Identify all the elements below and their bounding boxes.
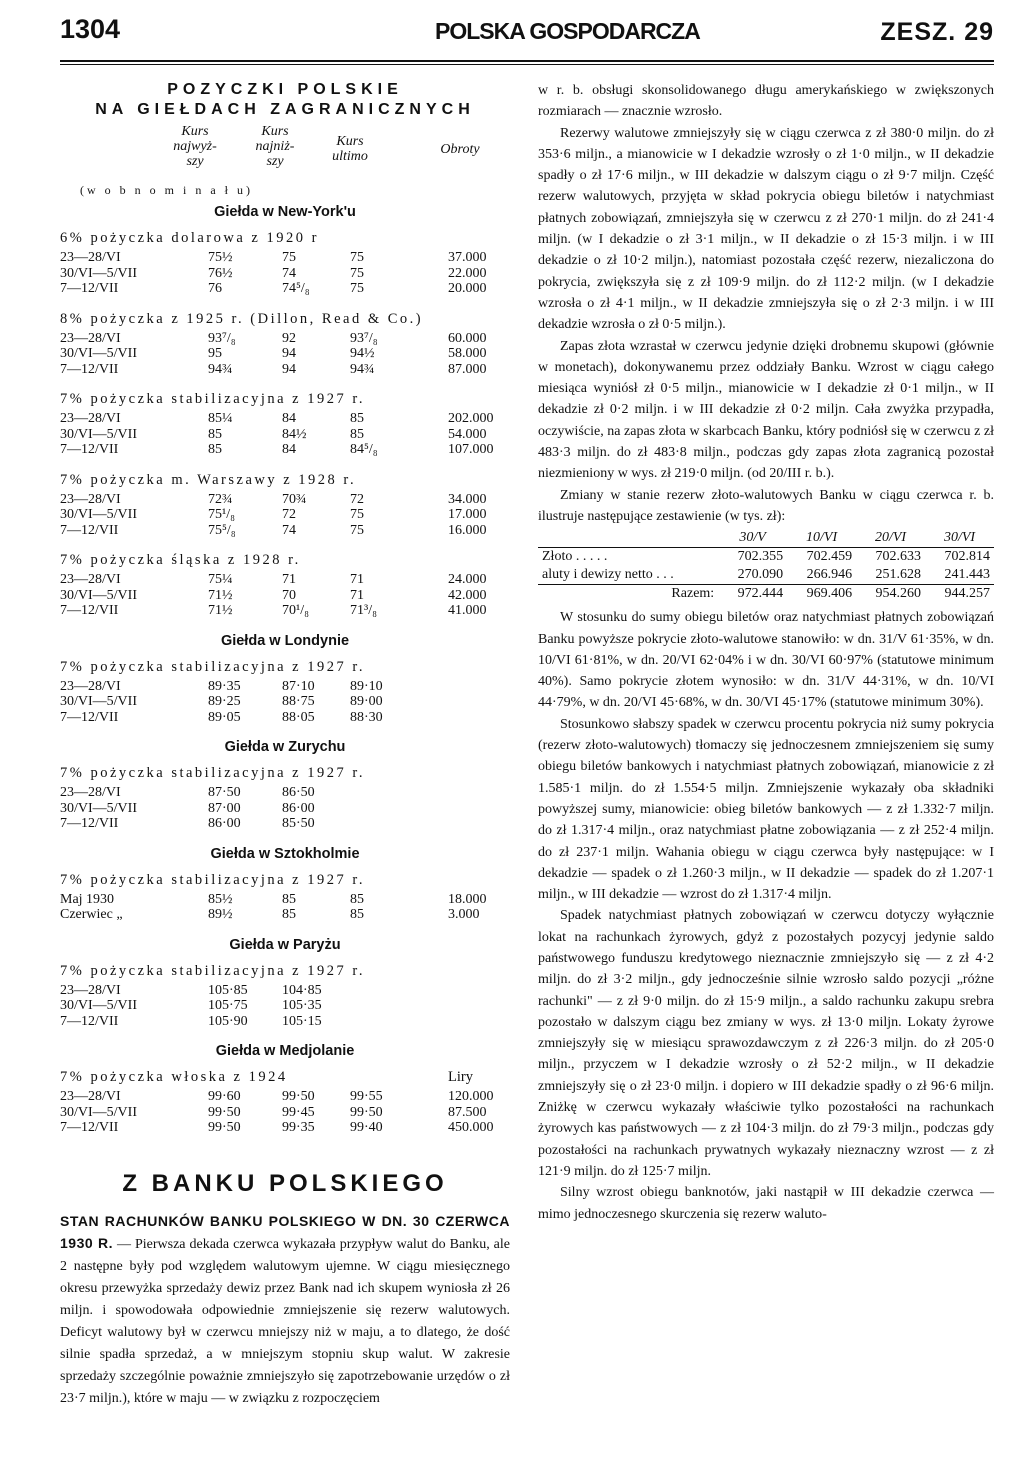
table-cell: 75 — [350, 265, 364, 281]
table-cell: 85 — [282, 891, 296, 907]
table-cell: 71³/₈ — [350, 603, 377, 618]
bank-paragraph — [60, 1212, 510, 1410]
table-cell: 7—12/VII — [60, 361, 119, 377]
col-header-min: Kurs najniż- szy — [255, 124, 295, 169]
table-cell: 89·25 — [208, 694, 241, 709]
table-cell: 84½ — [282, 426, 307, 442]
table-cell: 93⁷/₈ — [208, 330, 236, 346]
exchange-tables — [60, 204, 510, 1144]
table-row — [60, 492, 510, 508]
table-cell: 16.000 — [448, 522, 487, 538]
col-header-max: Kurs najwyż- szy — [173, 124, 217, 169]
table-cell: 99·50 — [350, 1104, 383, 1120]
table-cell: 84 — [282, 442, 296, 457]
table-cell: 58.000 — [448, 346, 487, 361]
exchange-heading: Giełda w Zurychu — [224, 739, 346, 755]
header-rule-thin — [60, 64, 994, 65]
table-total-row: Razem: 972.444 969.406 954.260 944.257 — [538, 585, 994, 604]
table-column-headers — [60, 120, 510, 198]
table-cell: Czerwiec „ — [60, 907, 123, 922]
paragraph: W stosunku do sumy obiegu biletów oraz natychmiast płatnych zobowiązań Banku powyższe pokrycie złoto-walutowe stanowiło: w dn. 31/V 61·35%, w dn. 10/VI 61·81%, w dn. 20/VI 62·04% i w dn. 30/VI 60·97% (statutowe minimum 40%). Samo pokrycie złotem wynosiło: w dn. 31/V 44·31%, w dn. 10/VI 44·79%, w dn. 20/VI 45·68%, w dn. 30/VI 45·17% (statutowe minimum 30%). — [538, 610, 994, 711]
table-row — [60, 588, 510, 604]
loan-title: 8% pożyczka z 1925 r. (Dillon, Read & Co.) — [60, 310, 424, 327]
table-cell: 89·10 — [350, 678, 383, 694]
table-cell: 94 — [282, 361, 296, 377]
table-cell: 30/VI—5/VII — [60, 998, 137, 1013]
right-column — [538, 80, 994, 1225]
table-cell: 93⁷/₈ — [350, 330, 378, 346]
table-cell: 60.000 — [448, 330, 487, 346]
table-cell: 87.500 — [448, 1104, 487, 1120]
table-cell: 7—12/VII — [60, 603, 119, 618]
table-cell: 70¾ — [282, 491, 307, 507]
loan-title: 7% pożyczka stabilizacyjna z 1927 r. — [60, 658, 366, 675]
table-cell: 85·50 — [282, 816, 315, 831]
table-cell: 88·75 — [282, 694, 315, 709]
table-cell: 23—28/VI — [60, 491, 121, 507]
table-cell: 85 — [350, 426, 364, 442]
table-cell: 23—28/VI — [60, 330, 121, 346]
table-cell: 7—12/VII — [60, 1013, 119, 1029]
table-cell: 23—28/VI — [60, 250, 121, 265]
table-cell: 7—12/VII — [60, 281, 119, 296]
bank-text: — Pierwsza dekada czerwca wykazała przypływ walut do Banku, ale 2 następne były pod względem walutowym ujemne. W ciągu miesięcznego okresu przewyżka sprzedaży dewiz przez Bank nad ich skupem wyniosła zł 26 miljn. i spowodowała odpowiednie zmniejszenie się rezerw walutowych. Deficyt walutowy był w czerwcu mniejszy niż w maju, a to dlatego, że dość silnie spadła sprzedaż, a w mniejszym stopniu skup walut. W zakresie sprzedaży szczególnie poważnie zmniejszyło się zapotrzebowanie urzędów o zł 23·7 miljn.), które w maju — w związku z rozpoczęciem — [60, 1236, 510, 1406]
table-cell: 94¾ — [350, 361, 375, 377]
table-cell: 71 — [350, 572, 364, 587]
table-cell: 85 — [282, 907, 296, 922]
table-cell: 17.000 — [448, 507, 487, 522]
table-cell: 74 — [282, 522, 296, 538]
table-cell: 85 — [350, 907, 364, 922]
table-cell: 75 — [350, 522, 364, 538]
table-cell: 70 — [282, 587, 296, 603]
paragraph: Stosunkowo słabszy spadek w czerwcu procentu pokrycia niż sumy pokrycia (rezerw złoto-walutowych) tłomaczy się jednoczesnem zmniejszeniem się sumy obiegu biletów bankowych i natychmiast płatnych zobowiązań, mianowicie z zł 1.585·1 miljn. do zł 1.554·5 miljn. Zmniejszenie wykazały oba składniki powyższej sumy, mianowicie: obieg biletów bankowych — z zł 1.332·7 miljn. do zł 1.317·4 miljn., oraz natychmiast płatne zobowiązania — z zł 252·4 miljn. do zł 237·1 miljn. Wahania obiegu w ciągu czerwca były następujące: w I dekadzie — spadek o zł 1.260·3 miljn., w II dekadzie — spadek do zł 1.207·1 miljn., w III dekadzie — wzrost do zł 1.317·4 miljn. — [538, 716, 994, 903]
table-cell: 7—12/VII — [60, 442, 119, 457]
table-cell: 99·50 — [208, 1120, 241, 1135]
table-cell: 24.000 — [448, 572, 487, 587]
table-cell: 94 — [282, 346, 296, 361]
table-cell: 89½ — [208, 907, 233, 922]
section-subtitle: NA GIEŁDACH ZAGRANICZNYCH — [95, 101, 475, 118]
exchange-heading: Giełda w Londynie — [220, 632, 350, 649]
table-row — [60, 785, 510, 801]
loan-title: 6% pożyczka dolarowa z 1920 r — [60, 230, 319, 246]
table-cell: 72 — [350, 491, 364, 507]
table-cell: 120.000 — [448, 1089, 494, 1104]
table-row — [60, 679, 510, 695]
table-cell: 34.000 — [448, 491, 487, 507]
table-row — [60, 523, 510, 539]
table-cell: 99·60 — [208, 1089, 241, 1104]
table-cell: 85 — [350, 411, 364, 426]
table-cell: 85 — [350, 891, 364, 907]
table-cell: 70¹/₈ — [282, 603, 309, 618]
table-cell: 104·85 — [282, 982, 322, 998]
table-cell: 99·35 — [282, 1120, 315, 1135]
table-cell: 76½ — [208, 265, 233, 281]
table-header-row: 30/V 10/VI 20/VI 30/VI — [538, 529, 994, 548]
loan-title: 7% pożyczka włoska z 1924 Liry — [60, 1069, 473, 1085]
issue-number: ZESZ. 29 — [880, 18, 994, 46]
bank-lead: STAN RACHUNKÓW BANKU POLSKIEGO W DN. 30 CZERWCA 1930 R. — [60, 1212, 510, 1251]
table-cell: 89·05 — [208, 709, 241, 725]
table-cell: 20.000 — [448, 281, 487, 296]
paragraph: Silny wzrost obiegu banknotów, jaki nastąpił w III dekadzie czerwca — mimo jednoczesnego skurczenia się rezerw waluto- — [538, 1185, 994, 1222]
table-cell: 18.000 — [448, 891, 487, 907]
table-cell: 72 — [282, 507, 296, 522]
table-cell: 22.000 — [448, 265, 487, 281]
loan-title: 7% pożyczka stabilizacyjna z 1927 r. — [60, 871, 366, 888]
table-row — [60, 1120, 510, 1136]
exchange-heading: Giełda w Medjolanie — [215, 1043, 355, 1059]
table-cell: 86·00 — [208, 816, 241, 831]
table-cell: 75 — [350, 250, 364, 265]
table-cell: 85½ — [208, 891, 233, 907]
table-cell: 7—12/VII — [60, 709, 119, 725]
table-cell: 75 — [282, 250, 296, 265]
exchange-heading: Giełda w New-York'u — [214, 204, 356, 220]
table-row — [60, 427, 510, 443]
table-cell: 94½ — [350, 346, 375, 361]
table-row — [60, 801, 510, 817]
table-cell: 92 — [282, 330, 296, 346]
loan-title: 7% pożyczka stabilizacyjna z 1927 r. — [60, 962, 366, 979]
table-cell: 71 — [350, 587, 364, 603]
table-cell: 74 — [282, 265, 296, 281]
loan-title: 7% pożyczka stabilizacyjna z 1927 r. — [60, 391, 366, 407]
table-row — [60, 983, 510, 999]
table-cell: 99·40 — [350, 1120, 383, 1135]
exchange-heading: Giełda w Sztokholmie — [210, 845, 360, 862]
journal-title: POLSKA GOSPODARCZA — [435, 18, 700, 44]
table-cell: 30/VI—5/VII — [60, 265, 137, 281]
table-cell: 84⁵/₈ — [350, 442, 378, 457]
table-cell: 89·35 — [208, 678, 241, 694]
table-cell: 75 — [350, 507, 364, 522]
table-cell: 87.000 — [448, 361, 487, 377]
table-row — [60, 710, 510, 726]
table-cell: 88·30 — [350, 709, 383, 725]
table-cell: 30/VI—5/VII — [60, 426, 137, 442]
table-cell: 7—12/VII — [60, 522, 119, 538]
table-cell: 85 — [208, 426, 222, 442]
table-cell: 75¼ — [208, 572, 233, 587]
table-cell: 30/VI—5/VII — [60, 694, 137, 709]
table-cell: 86·00 — [282, 800, 315, 816]
table-cell: 42.000 — [448, 587, 487, 603]
table-row — [60, 250, 510, 266]
table-row — [60, 362, 510, 378]
table-cell: 75 — [350, 281, 364, 296]
table-row — [60, 281, 510, 297]
table-cell: 107.000 — [448, 442, 494, 457]
currency-label: Liry — [448, 1069, 473, 1085]
bank-section-title: Z BANKU POLSKIEGO — [122, 1169, 448, 1197]
table-cell: 85¼ — [208, 411, 233, 426]
table-cell: 105·75 — [208, 998, 248, 1013]
paragraph: Spadek natychmiast płatnych zobowiązań w czerwcu dotyczy wyłącznie lokat na rachunkach żyrowych, gdyż z pozostałych pozycyj jedynie saldo państwowego funduszu kredytowego nieznacznie zmniejszyło się — z zł 4·2 miljn. do zł 3·2 miljn., gdy jednocześnie silnie wzrosło saldo pozycji „różne rachunki" — z zł 9·0 miljn. do zł 15·9 miljn., a saldo rachunku zakupu srebra pozostało w dalszym ciągu bez zmiany w wys. zł 13·0 miljn. Lokaty żyrowe zmniejszyły się w miesiącu sprawozdawczym z zł 226·3 miljn. do zł 205·0 miljn., przyczem w I dekadzie wzrosły o zł 52·2 miljn., w II dekadzie zmniejszyły się o zł 23·0 miljn. i dopiero w III dekadzie spadły o zł 96·6 miljn. Zniżkę w czerwcu wykazały właściwie tylko pozostałości na rachunkach żyrowych kas państwowych — z zł 104·3 miljn. do zł 79·3 miljn., podczas gdy pozostałości na rachunkach prywatnych wykazały nieznaczny wzrost — z zł 121·9 miljn. do zł 125·7 miljn. — [538, 908, 994, 1179]
table-cell: 99·45 — [282, 1104, 315, 1120]
table-cell: 23—28/VI — [60, 572, 121, 587]
exchange-heading: Giełda w Paryżu — [229, 936, 341, 953]
table-cell: 54.000 — [448, 426, 487, 442]
table-row — [60, 346, 510, 362]
table-cell: 202.000 — [448, 411, 494, 426]
table-cell: 87·50 — [208, 785, 241, 800]
paragraph: w r. b. obsługi skonsolidowanego długu amerykańskiego w zwiększonych rozmiarach — znacznie wzrosło. — [538, 83, 994, 120]
loan-title: 7% pożyczka stabilizacyjna z 1927 r. — [60, 765, 366, 781]
reserves-table — [538, 529, 994, 603]
table-cell: 72¾ — [208, 491, 233, 507]
table-row — [60, 507, 510, 523]
loan-title: 7% pożyczka m. Warszawy z 1928 r. — [60, 471, 357, 488]
table-row — [60, 816, 510, 832]
table-cell: 7—12/VII — [60, 816, 119, 831]
table-cell: 23—28/VI — [60, 1089, 121, 1104]
paragraph: Rezerwy walutowe zmniejszyły się w ciągu czerwca z zł 380·0 miljn. do zł 353·6 miljn., a mianowicie w I dekadzie wzrosły o zł 1·0 miljn., w II dekadzie spadły o zł 17·6 miljn., w III dekadzie w dalszym ciągu o zł 9·7 miljn. Część rezerw walutowych, przyjęta w skład pokrycia obiegu biletów i natychmiast płatnych zobowiązań, zmniejszyła się w czerwcu z zł 270·1 miljn. do zł 241·4 miljn. (w I dekadzie o zł 3·1 miljn., w II dekadzie o zł 15·3 miljn. i w III dekadzie o zł 10·2 miljn.), natomiast pozostała część rezerw, niezaliczona do pokrycia, zwiększyła się z zł 109·9 miljn. do zł 112·2 miljn. (w I dekadzie wzrosła o zł 4·1 miljn., w II dekadzie zmniejszyła się o zł 2·3 miljn. i w III dekadzie wzrosła o zł 0·5 miljn.). — [538, 125, 994, 333]
table-cell: 71½ — [208, 587, 233, 603]
loan-title: 7% pożyczka śląska z 1928 r. — [60, 552, 301, 568]
table-cell: 99·50 — [208, 1104, 241, 1120]
table-cell: 23—28/VI — [60, 411, 121, 426]
page-number: 1304 — [60, 14, 121, 44]
table-cell: 84 — [282, 411, 296, 426]
table-cell: 87·00 — [208, 800, 241, 816]
table-cell: 75⁵/₈ — [208, 522, 236, 538]
nominal-note: (w o b n o m i n a ł u) — [80, 183, 253, 197]
paragraph: Zapas złota wzrastał w czerwcu jedynie dzięki drobnemu skupowi (głównie w monetach), dokonywanemu przez oddziały Banku. Wzrost w ciągu całego miesiąca wyniósł zł 0·5 miljn., mianowicie w I dekadzie zł 0·1 miljn., w II dekadzie zł 0·2 miljn. i w III dekadzie zł 0·2 miljn. Cała zwyżka przypadła, oczywiście, na zapas złota w skarbcach Banku, który podniósł się w czerwcu z zł 483·3 miljn. do zł 483·8 miljn., podczas gdy zapas złota zagranicą pozostał niezmieniony w wys. zł 219·0 miljn. (od 20/III r. b.). — [538, 338, 994, 482]
table-row: aluty i dewizy netto . . . 270.090 266.946 251.628 241.443 — [542, 567, 990, 583]
table-row — [60, 603, 510, 619]
table-row — [60, 266, 510, 282]
table-cell: 23—28/VI — [60, 785, 121, 800]
table-cell: 71½ — [208, 603, 233, 618]
table-row — [60, 1089, 510, 1105]
table-cell: 30/VI—5/VII — [60, 587, 137, 603]
table-row — [60, 442, 510, 458]
table-cell: Maj 1930 — [60, 891, 115, 907]
table-row — [60, 1105, 510, 1121]
table-cell: 86·50 — [282, 785, 315, 800]
table-cell: 41.000 — [448, 603, 487, 618]
table-cell: 450.000 — [448, 1120, 494, 1135]
table-row — [60, 331, 510, 347]
table-cell: 30/VI—5/VII — [60, 1104, 137, 1120]
table-cell: 37.000 — [448, 250, 487, 265]
table-cell: 88·05 — [282, 709, 315, 725]
table-cell: 87·10 — [282, 678, 315, 694]
col-header-ultimo: Kurs ultimo — [332, 134, 368, 164]
table-cell: 105·90 — [208, 1013, 248, 1029]
table-cell: 94¾ — [208, 361, 233, 377]
header-rule — [60, 60, 994, 62]
table-cell: 3.000 — [448, 907, 480, 922]
left-column — [60, 80, 510, 1410]
table-row — [60, 907, 510, 923]
table-row: Złoto . . . . . 702.355 702.459 702.633 702.814 — [542, 549, 990, 565]
table-cell: 76 — [208, 281, 222, 296]
table-cell: 30/VI—5/VII — [60, 346, 137, 361]
table-cell: 105·35 — [282, 998, 322, 1013]
table-cell: 71 — [282, 572, 296, 587]
table-cell: 30/VI—5/VII — [60, 507, 137, 522]
table-cell: 99·50 — [282, 1089, 315, 1104]
table-cell: 74⁵/₈ — [282, 281, 310, 296]
table-cell: 23—28/VI — [60, 982, 121, 998]
table-cell: 23—28/VI — [60, 678, 121, 694]
table-row — [60, 572, 510, 588]
table-cell: 85 — [208, 442, 222, 457]
table-row — [60, 694, 510, 710]
table-row — [60, 1014, 510, 1030]
section-title: POZYCZKI POLSKIE — [167, 81, 403, 98]
table-row — [60, 411, 510, 427]
table-cell: 95 — [208, 346, 222, 361]
table-cell: 89·00 — [350, 694, 383, 709]
page-header — [60, 8, 994, 66]
table-cell: 75¹/₈ — [208, 507, 235, 522]
table-row — [60, 998, 510, 1014]
col-header-obroty: Obroty — [440, 142, 480, 157]
table-row — [60, 892, 510, 908]
table-cell: 105·85 — [208, 982, 248, 998]
table-cell: 7—12/VII — [60, 1120, 119, 1135]
table-cell: 75½ — [208, 250, 233, 265]
table-cell: 105·15 — [282, 1013, 322, 1029]
table-cell: 99·55 — [350, 1089, 383, 1104]
table-cell: 30/VI—5/VII — [60, 800, 137, 816]
paragraph: Zmiany w stanie rezerw złoto-walutowych Banku w ciągu czerwca r. b. ilustruje następujące zestawienie (w tys. zł): — [538, 487, 994, 524]
